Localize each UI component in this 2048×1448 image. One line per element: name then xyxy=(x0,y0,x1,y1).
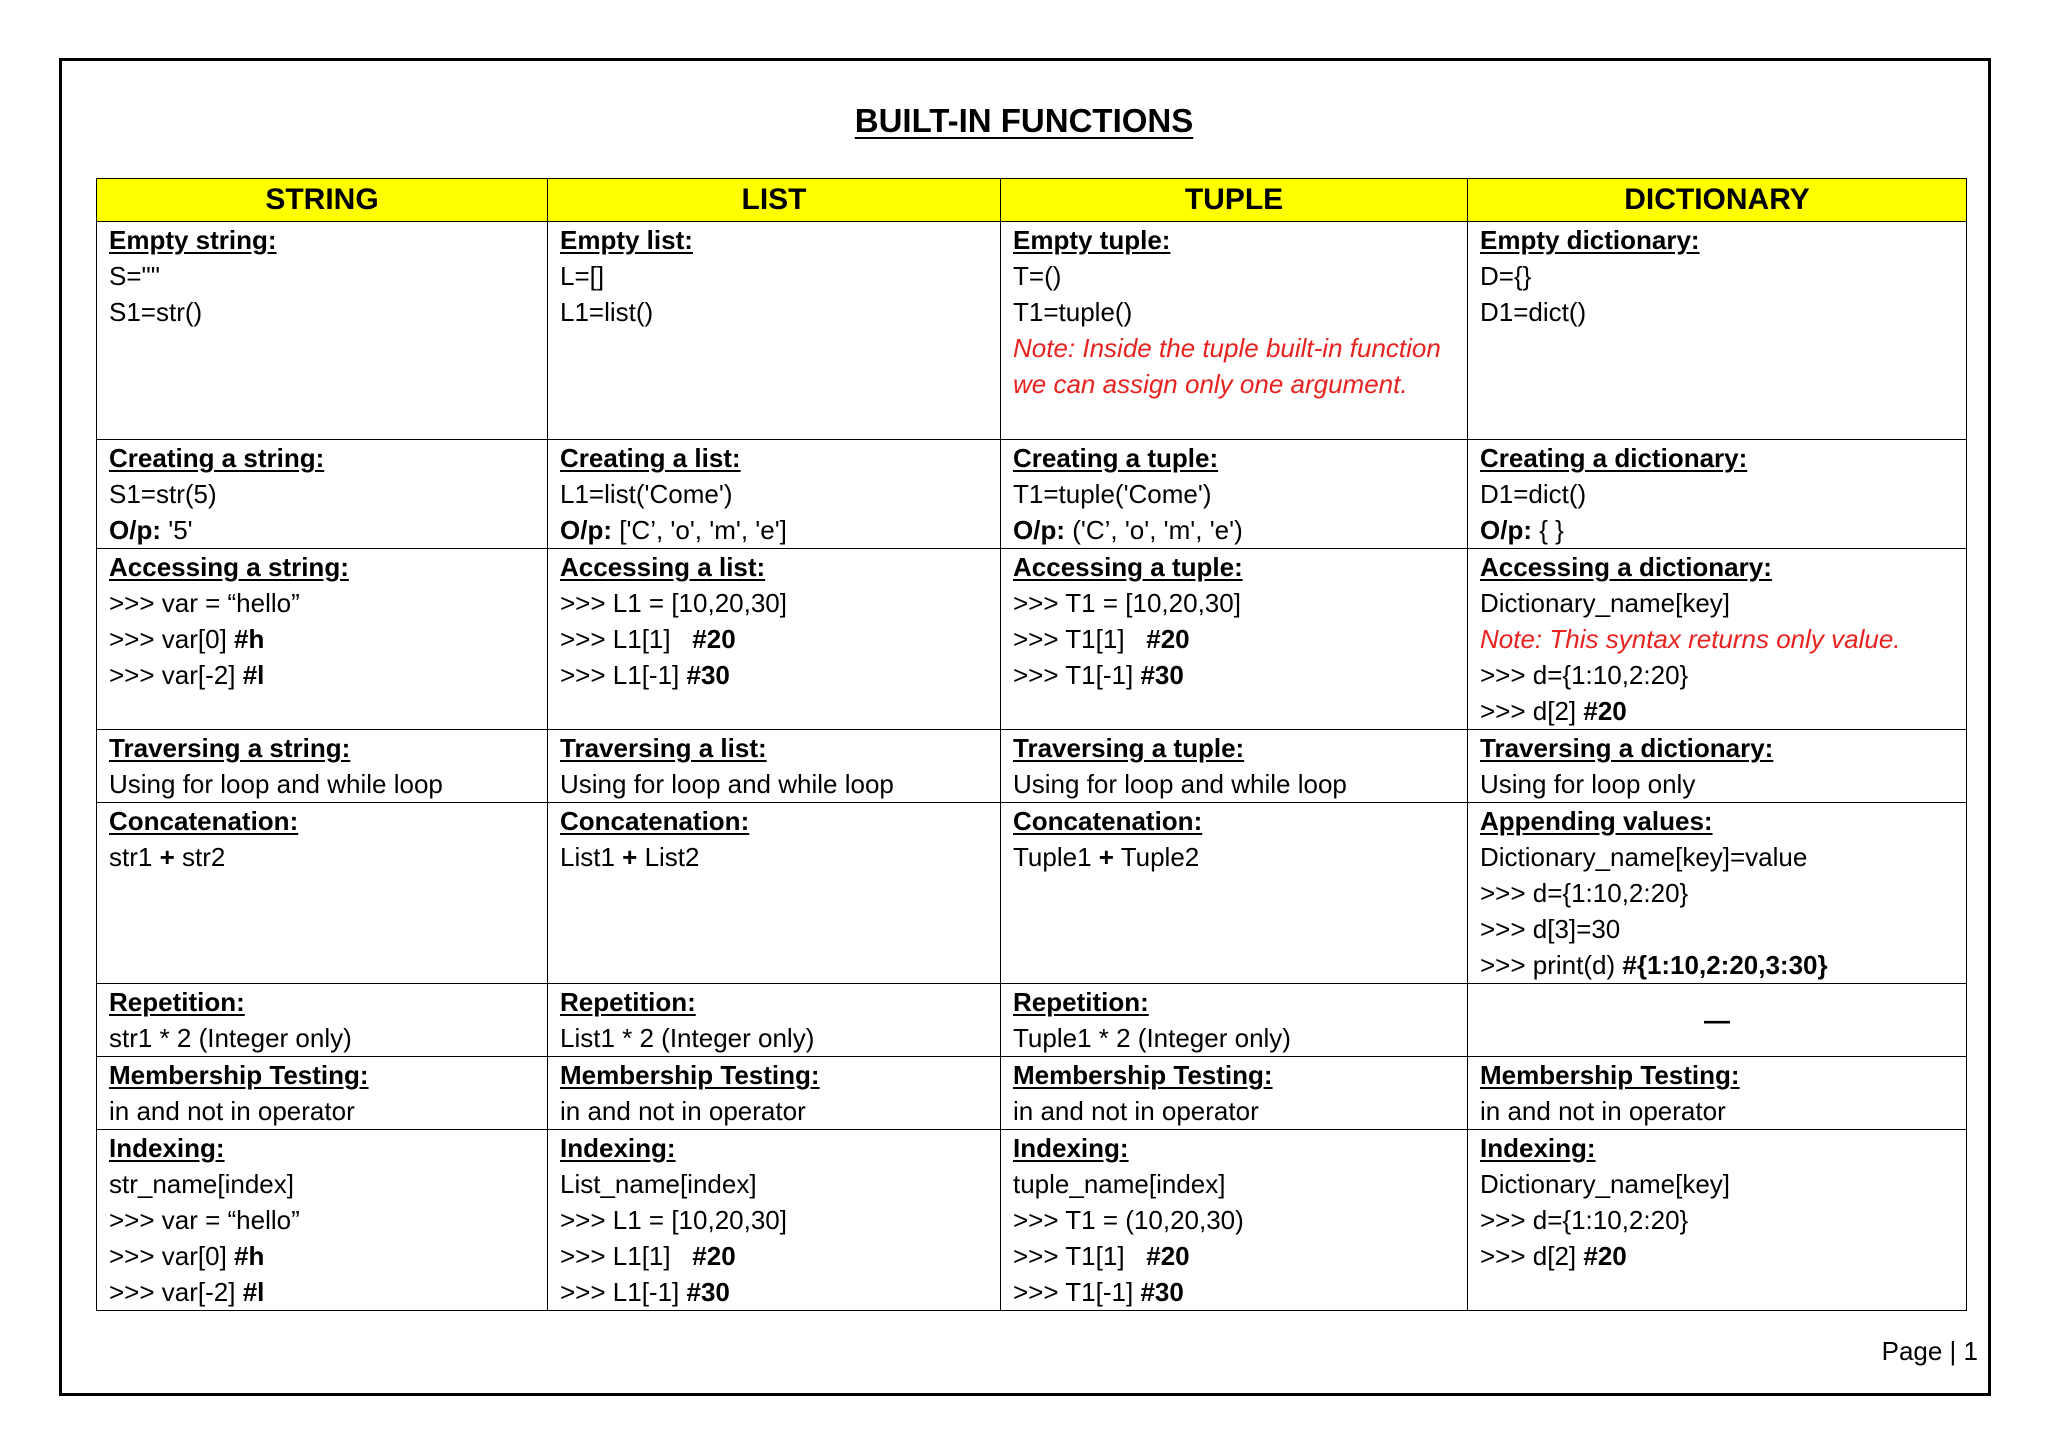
operator: + xyxy=(1098,842,1114,872)
code-line xyxy=(560,621,988,657)
operand: Tuple2 xyxy=(1113,842,1200,872)
code-line xyxy=(1480,693,1954,729)
cell-heading: Traversing a list: xyxy=(560,733,767,763)
code-line xyxy=(109,839,535,875)
result-comment: #l xyxy=(242,660,265,690)
output-label: O/p: xyxy=(1013,515,1065,545)
code-line xyxy=(560,657,988,693)
code-line: >>> var = “hello” xyxy=(109,588,300,618)
cell-membership-dictionary xyxy=(1468,1057,1967,1130)
cell-heading: Concatenation: xyxy=(1013,806,1203,836)
cell-heading: Indexing: xyxy=(1480,1133,1596,1163)
result-comment: #h xyxy=(234,624,265,654)
code-line: >>> d={1:10,2:20} xyxy=(1480,660,1689,690)
cell-traversing-string xyxy=(97,730,548,803)
cell-creating-string xyxy=(97,440,548,549)
cell-heading: Accessing a string: xyxy=(109,552,349,582)
cell-heading: Repetition: xyxy=(109,987,245,1017)
code-text: >>> var[-2] xyxy=(109,660,243,690)
code-line xyxy=(560,1238,988,1274)
cell-indexing-list xyxy=(548,1130,1001,1311)
note-text: Note: Inside the tuple built-in function we can assign only one argument. xyxy=(1013,333,1441,399)
cell-heading: Membership Testing: xyxy=(1013,1060,1273,1090)
result-comment: #{1:10,2:20,3:30} xyxy=(1622,950,1828,980)
code-text: >>> var[0] xyxy=(109,624,235,654)
code-line: Dictionary_name[key]=value xyxy=(1480,842,1808,872)
text-line: in and not in operator xyxy=(1480,1096,1726,1126)
code-line: D1=dict() xyxy=(1480,479,1587,509)
text-line: Using for loop and while loop xyxy=(560,769,894,799)
code-line: Dictionary_name[key] xyxy=(1480,1169,1730,1199)
code-line: tuple_name[index] xyxy=(1013,1169,1226,1199)
output-line xyxy=(1480,512,1954,548)
code-line xyxy=(1013,1238,1455,1274)
cell-heading: Traversing a tuple: xyxy=(1013,733,1245,763)
code-line: >>> d[3]=30 xyxy=(1480,914,1621,944)
code-line: T1=tuple() xyxy=(1013,297,1133,327)
operand: Tuple1 xyxy=(1013,842,1099,872)
code-line xyxy=(1480,1238,1954,1274)
cell-heading: Membership Testing: xyxy=(109,1060,369,1090)
not-applicable-dash: — xyxy=(1704,1005,1730,1035)
output-line xyxy=(109,512,535,548)
result-comment: #h xyxy=(234,1241,265,1271)
cell-accessing-tuple xyxy=(1001,549,1468,730)
text-line: str1 * 2 (Integer only) xyxy=(109,1023,352,1053)
cell-traversing-dictionary xyxy=(1468,730,1967,803)
code-line: S="" xyxy=(109,261,160,291)
cell-heading: Accessing a tuple: xyxy=(1013,552,1243,582)
result-comment: #30 xyxy=(1140,660,1184,690)
cell-membership-string xyxy=(97,1057,548,1130)
cell-heading: Traversing a string: xyxy=(109,733,351,763)
operand: str1 xyxy=(109,842,160,872)
code-line: Dictionary_name[key] xyxy=(1480,588,1730,618)
row-concatenation xyxy=(97,803,1967,984)
code-line: S1=str(5) xyxy=(109,479,217,509)
column-header-dictionary: DICTIONARY xyxy=(1468,179,1967,222)
code-text: >>> T1[-1] xyxy=(1013,1277,1141,1307)
note-text: Note: This syntax returns only value. xyxy=(1480,624,1901,654)
cell-heading: Creating a tuple: xyxy=(1013,443,1219,473)
operand: List2 xyxy=(637,842,700,872)
cell-heading: Accessing a list: xyxy=(560,552,766,582)
code-line: D={} xyxy=(1480,261,1532,291)
title-text: BUILT-IN FUNCTIONS xyxy=(854,102,1194,139)
cell-indexing-tuple xyxy=(1001,1130,1468,1311)
cell-heading: Concatenation: xyxy=(560,806,750,836)
cell-creating-tuple xyxy=(1001,440,1468,549)
cell-heading: Indexing: xyxy=(1013,1133,1129,1163)
cell-indexing-dictionary xyxy=(1468,1130,1967,1311)
cell-accessing-dictionary xyxy=(1468,549,1967,730)
cell-heading: Indexing: xyxy=(560,1133,676,1163)
cell-heading: Empty string: xyxy=(109,225,277,255)
code-line: List_name[index] xyxy=(560,1169,757,1199)
cell-appending-dictionary xyxy=(1468,803,1967,984)
code-line: >>> d={1:10,2:20} xyxy=(1480,1205,1689,1235)
code-text: >>> L1[-1] xyxy=(560,1277,687,1307)
code-line: T=() xyxy=(1013,261,1062,291)
text-line: Tuple1 * 2 (Integer only) xyxy=(1013,1023,1291,1053)
result-comment: #20 xyxy=(1583,696,1627,726)
code-line xyxy=(109,657,535,693)
output-line xyxy=(1013,512,1455,548)
row-accessing xyxy=(97,549,1967,730)
result-comment: #20 xyxy=(1146,1241,1190,1271)
cell-empty-string xyxy=(97,222,548,440)
column-header-tuple: TUPLE xyxy=(1001,179,1468,222)
cell-heading: Empty tuple: xyxy=(1013,225,1171,255)
operator: + xyxy=(159,842,175,872)
cell-accessing-string xyxy=(97,549,548,730)
cell-creating-dictionary xyxy=(1468,440,1967,549)
code-line xyxy=(1013,839,1455,875)
built-in-functions-table xyxy=(96,178,1967,1311)
cell-empty-list xyxy=(548,222,1001,440)
text-line: Using for loop and while loop xyxy=(109,769,443,799)
output-label: O/p: xyxy=(1480,515,1532,545)
code-text: >>> L1[1] xyxy=(560,624,693,654)
cell-traversing-list xyxy=(548,730,1001,803)
cell-empty-dictionary xyxy=(1468,222,1967,440)
cell-membership-list xyxy=(548,1057,1001,1130)
code-text: >>> T1[1] xyxy=(1013,624,1147,654)
cell-concatenation-tuple xyxy=(1001,803,1468,984)
cell-heading: Empty list: xyxy=(560,225,693,255)
cell-heading: Accessing a dictionary: xyxy=(1480,552,1772,582)
cell-repetition-list xyxy=(548,984,1001,1057)
operator: + xyxy=(622,842,638,872)
document-title xyxy=(0,102,2048,140)
cell-heading: Repetition: xyxy=(560,987,696,1017)
code-text: >>> print(d) xyxy=(1480,950,1623,980)
result-comment: #30 xyxy=(1140,1277,1184,1307)
code-line xyxy=(1013,621,1455,657)
cell-concatenation-list xyxy=(548,803,1001,984)
code-line: D1=dict() xyxy=(1480,297,1587,327)
code-text: >>> T1[-1] xyxy=(1013,660,1141,690)
header-row xyxy=(97,179,1967,222)
code-line xyxy=(109,621,535,657)
text-line: Using for loop only xyxy=(1480,769,1696,799)
result-comment: #20 xyxy=(692,624,736,654)
row-repetition xyxy=(97,984,1967,1057)
output-label: O/p: xyxy=(560,515,612,545)
text-line: in and not in operator xyxy=(1013,1096,1259,1126)
code-text: >>> d[2] xyxy=(1480,696,1584,726)
code-line xyxy=(109,1238,535,1274)
code-line xyxy=(560,1274,988,1310)
code-line xyxy=(1480,947,1954,983)
result-comment: #30 xyxy=(686,660,730,690)
column-header-list: LIST xyxy=(548,179,1001,222)
output-label: O/p: xyxy=(109,515,161,545)
row-empty xyxy=(97,222,1967,440)
code-line xyxy=(109,1274,535,1310)
column-header-string: STRING xyxy=(97,179,548,222)
code-line xyxy=(560,839,988,875)
cell-accessing-list xyxy=(548,549,1001,730)
cell-heading: Empty dictionary: xyxy=(1480,225,1700,255)
result-comment: #l xyxy=(242,1277,265,1307)
row-membership xyxy=(97,1057,1967,1130)
page-number: Page | 1 xyxy=(1881,1336,1978,1366)
cell-indexing-string xyxy=(97,1130,548,1311)
code-line xyxy=(1013,657,1455,693)
code-text: >>> L1[-1] xyxy=(560,660,687,690)
cell-heading: Membership Testing: xyxy=(560,1060,820,1090)
code-line: >>> L1 = [10,20,30] xyxy=(560,1205,787,1235)
output-value: '5' xyxy=(161,515,193,545)
cell-concatenation-string xyxy=(97,803,548,984)
cell-creating-list xyxy=(548,440,1001,549)
result-comment: #20 xyxy=(1583,1241,1627,1271)
code-text: >>> L1[1] xyxy=(560,1241,693,1271)
text-line: in and not in operator xyxy=(109,1096,355,1126)
code-line: >>> var = “hello” xyxy=(109,1205,300,1235)
cell-repetition-tuple xyxy=(1001,984,1468,1057)
cell-repetition-string xyxy=(97,984,548,1057)
row-creating xyxy=(97,440,1967,549)
cell-heading: Membership Testing: xyxy=(1480,1060,1740,1090)
code-text: >>> var[0] xyxy=(109,1241,235,1271)
code-text: >>> d[2] xyxy=(1480,1241,1584,1271)
cell-heading: Traversing a dictionary: xyxy=(1480,733,1774,763)
operand: str2 xyxy=(174,842,226,872)
output-value: ['C’, 'o', 'm', 'e'] xyxy=(612,515,787,545)
output-value: ('C’, 'o', 'm', 'e') xyxy=(1065,515,1243,545)
cell-heading: Creating a string: xyxy=(109,443,325,473)
output-value: { } xyxy=(1532,515,1564,545)
cell-heading: Indexing: xyxy=(109,1133,225,1163)
cell-empty-tuple xyxy=(1001,222,1468,440)
code-line: >>> T1 = (10,20,30) xyxy=(1013,1205,1244,1235)
result-comment: #30 xyxy=(686,1277,730,1307)
code-line: L1=list('Come') xyxy=(560,479,733,509)
code-line: L1=list() xyxy=(560,297,654,327)
cell-membership-tuple xyxy=(1001,1057,1468,1130)
cell-heading: Creating a list: xyxy=(560,443,741,473)
code-line: S1=str() xyxy=(109,297,203,327)
cell-heading: Creating a dictionary: xyxy=(1480,443,1748,473)
result-comment: #20 xyxy=(1146,624,1190,654)
code-line: >>> L1 = [10,20,30] xyxy=(560,588,787,618)
code-line: >>> T1 = [10,20,30] xyxy=(1013,588,1241,618)
text-line: List1 * 2 (Integer only) xyxy=(560,1023,815,1053)
cell-traversing-tuple xyxy=(1001,730,1468,803)
code-text: >>> var[-2] xyxy=(109,1277,243,1307)
text-line: in and not in operator xyxy=(560,1096,806,1126)
cell-heading: Repetition: xyxy=(1013,987,1149,1017)
row-traversing xyxy=(97,730,1967,803)
cell-repetition-dictionary xyxy=(1468,984,1967,1057)
row-indexing xyxy=(97,1130,1967,1311)
code-line: T1=tuple('Come') xyxy=(1013,479,1212,509)
text-line: Using for loop and while loop xyxy=(1013,769,1347,799)
code-line: str_name[index] xyxy=(109,1169,294,1199)
code-line xyxy=(1013,1274,1455,1310)
operand: List1 xyxy=(560,842,623,872)
code-text: >>> T1[1] xyxy=(1013,1241,1147,1271)
output-line xyxy=(560,512,988,548)
code-line: L=[] xyxy=(560,261,605,291)
cell-heading: Concatenation: xyxy=(109,806,299,836)
result-comment: #20 xyxy=(692,1241,736,1271)
cell-heading: Appending values: xyxy=(1480,806,1713,836)
code-line: >>> d={1:10,2:20} xyxy=(1480,878,1689,908)
